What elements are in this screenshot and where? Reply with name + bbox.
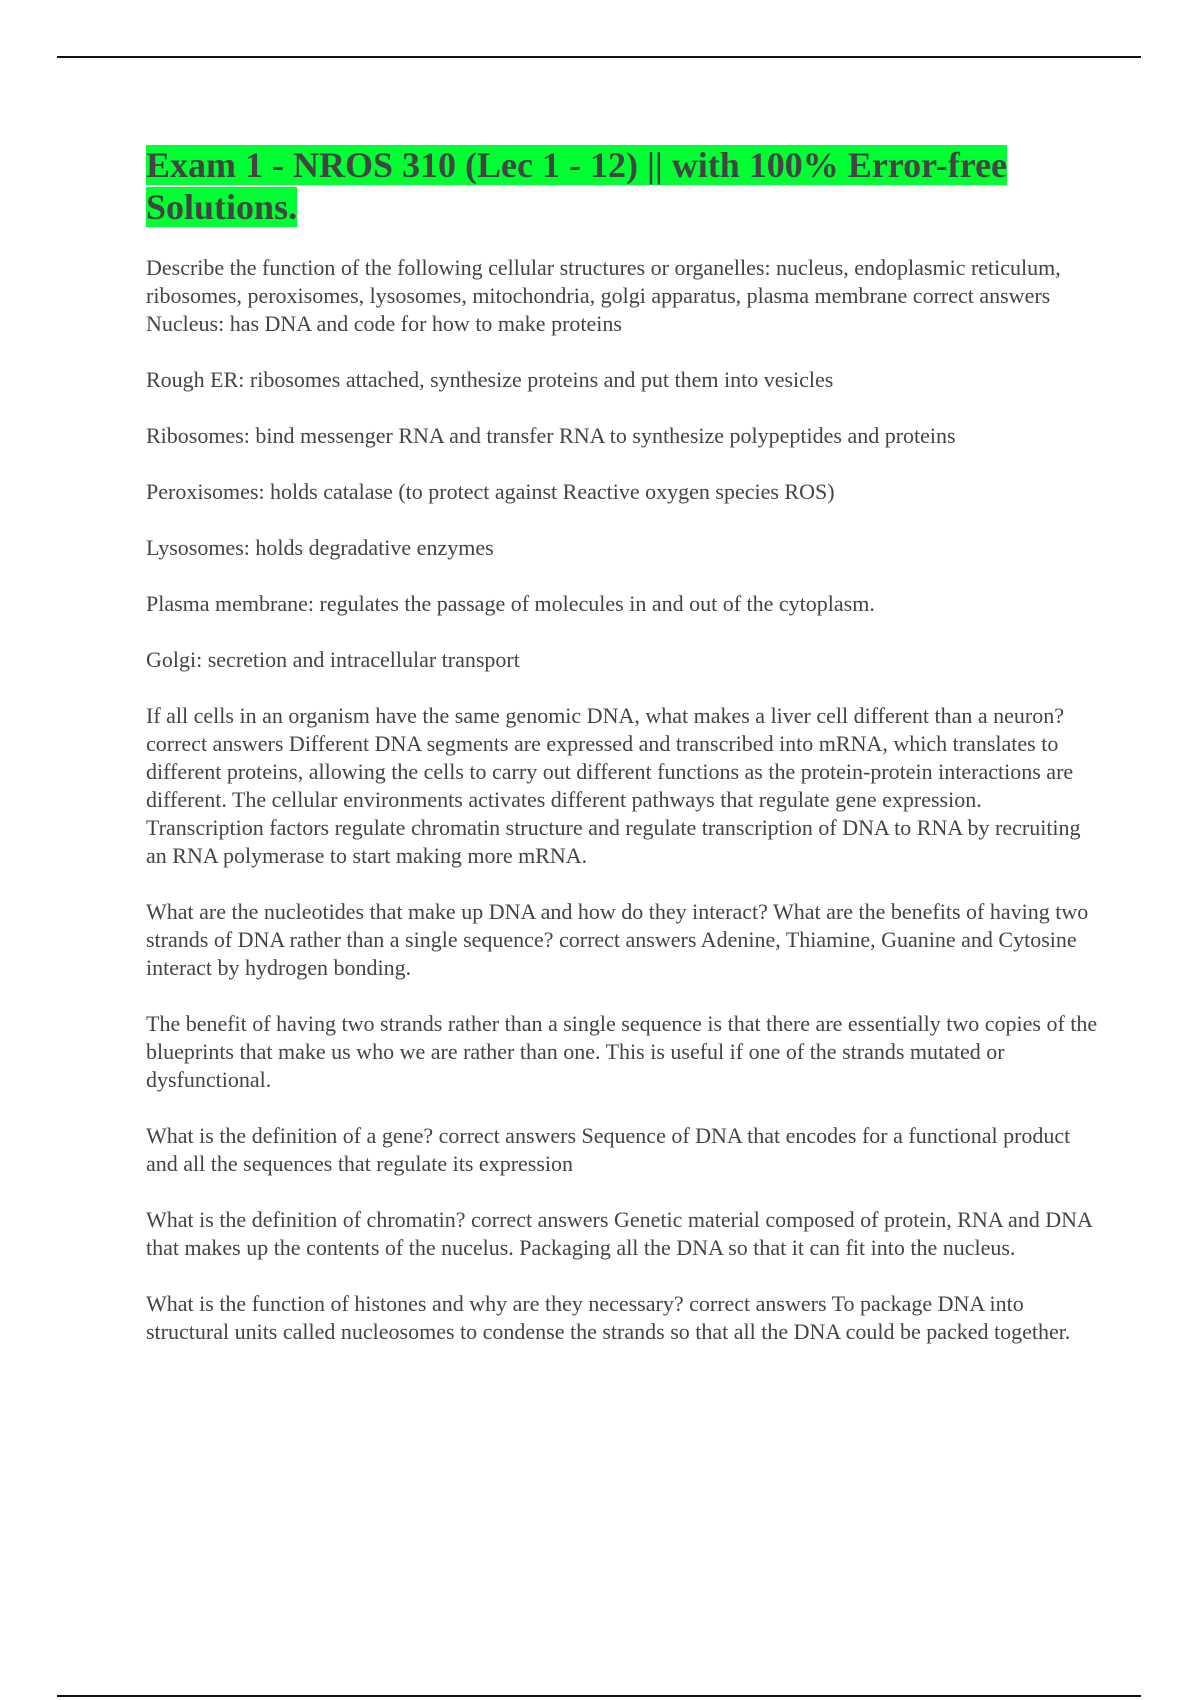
paragraph-lysosomes: Lysosomes: holds degradative enzymes	[146, 535, 494, 560]
paragraph-peroxisomes: Peroxisomes: holds catalase (to protect against Reactive oxygen species ROS)	[146, 479, 835, 504]
document-body	[146, 144, 1101, 1374]
paragraph-ribosomes: Ribosomes: bind messenger RNA and transfer RNA to synthesize polypeptides and proteins	[146, 423, 956, 448]
top-divider	[57, 56, 1141, 58]
document-title-text: Exam 1 - NROS 310 (Lec 1 - 12) || with 100% Error-free Solutions.	[146, 145, 1008, 227]
paragraph-histones-function: What is the function of histones and why are they necessary? correct answers To package DNA into structural units called nucleosomes to condense the strands so that all the DNA could be packed together.	[146, 1291, 1071, 1344]
document-title	[146, 144, 1101, 228]
paragraph-golgi: Golgi: secretion and intracellular transport	[146, 647, 520, 672]
paragraph-nucleotides: What are the nucleotides that make up DNA and how do they interact? What are the benefits of having two strands of DNA rather than a single sequence? correct answers Adenine, Thiamine, Guanine and Cytosine interact by hydrogen bonding.	[146, 899, 1089, 980]
paragraph-liver-vs-neuron: If all cells in an organism have the same genomic DNA, what makes a liver cell different than a neuron? correct answers Different DNA segments are expressed and transcribed into mRNA, which translates to different proteins, allowing the cells to carry out different functions as the protein-protein interactions are different. The cellular environments activates different pathways that regulate gene expression. Transcription factors regulate chromatin structure and regulate transcription of DNA to RNA by recruiting an RNA polymerase to start making more mRNA.	[146, 703, 1081, 868]
paragraph-gene-definition: What is the definition of a gene? correct answers Sequence of DNA that encodes for a functional product and all the sequences that regulate its expression	[146, 1123, 1071, 1176]
paragraph-plasma-membrane: Plasma membrane: regulates the passage of molecules in and out of the cytoplasm.	[146, 591, 875, 616]
paragraph-organelles-question: Describe the function of the following cellular structures or organelles: nucleus, endoplasmic reticulum, ribosomes, peroxisomes, lysosomes, mitochondria, golgi apparatus, plasma membrane correct answers Nucleus: has DNA and code for how to make proteins	[146, 255, 1061, 336]
paragraph-rough-er: Rough ER: ribosomes attached, synthesize proteins and put them into vesicles	[146, 367, 834, 392]
paragraph-two-strands-benefit: The benefit of having two strands rather than a single sequence is that there are essentially two copies of the blueprints that make us who we are rather than one. This is useful if one of the strands mutated or dysfunctional.	[146, 1011, 1098, 1092]
bottom-divider	[57, 1695, 1141, 1697]
paragraph-chromatin-definition: What is the definition of chromatin? correct answers Genetic material composed of protein, RNA and DNA that makes up the contents of the nucelus. Packaging all the DNA so that it can fit into the nucleus.	[146, 1207, 1092, 1260]
